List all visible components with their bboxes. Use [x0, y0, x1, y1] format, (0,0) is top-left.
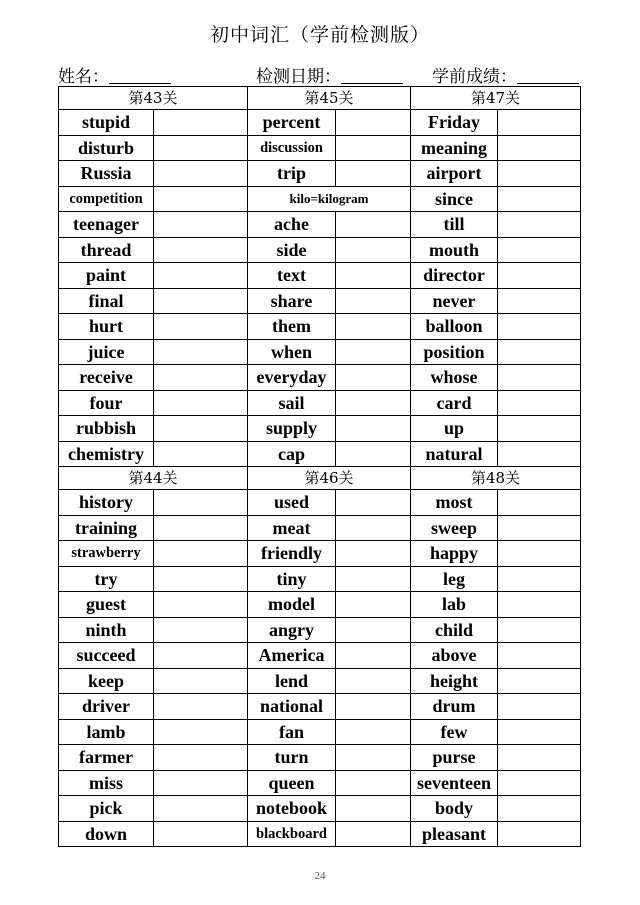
level-header-row [59, 467, 581, 490]
table-row [59, 796, 581, 822]
answer-blank[interactable] [498, 592, 581, 618]
vocab-word: director [411, 263, 498, 289]
answer-blank[interactable] [498, 110, 581, 136]
table-row [59, 821, 581, 847]
table-row [59, 416, 581, 442]
answer-blank[interactable] [498, 643, 581, 669]
answer-blank[interactable] [336, 161, 411, 187]
vocab-word: happy [411, 541, 498, 567]
level-header: 第47关 [411, 87, 581, 110]
vocab-word: card [411, 390, 498, 416]
vocab-word: sweep [411, 515, 498, 541]
vocab-word: everyday [248, 365, 336, 391]
answer-blank[interactable] [154, 643, 248, 669]
table-row [59, 668, 581, 694]
answer-blank[interactable] [498, 135, 581, 161]
table-row [59, 237, 581, 263]
table-row [59, 314, 581, 340]
level-header: 第44关 [59, 467, 248, 490]
vocab-word: text [248, 263, 336, 289]
answer-blank[interactable] [336, 339, 411, 365]
answer-blank[interactable] [498, 212, 581, 238]
answer-blank[interactable] [498, 541, 581, 567]
answer-blank[interactable] [498, 515, 581, 541]
name-label: 姓名： [58, 67, 109, 87]
vocab-word: lend [248, 668, 336, 694]
answer-blank[interactable] [336, 592, 411, 618]
test-date-field[interactable] [256, 62, 403, 87]
vocab-word: strawberry [59, 541, 154, 567]
vocab-word: disturb [59, 135, 154, 161]
answer-blank[interactable] [336, 643, 411, 669]
answer-blank[interactable] [336, 745, 411, 771]
vocab-word: friendly [248, 541, 336, 567]
vocab-word: trip [248, 161, 336, 187]
answer-blank[interactable] [154, 365, 248, 391]
name-blank-line[interactable] [109, 68, 171, 84]
answer-blank[interactable] [154, 339, 248, 365]
answer-blank[interactable] [154, 263, 248, 289]
vocab-word: four [59, 390, 154, 416]
vocab-word: competition [59, 186, 154, 212]
vocab-word: position [411, 339, 498, 365]
table-row [59, 617, 581, 643]
answer-blank[interactable] [336, 668, 411, 694]
page-number: 24 [314, 870, 326, 882]
answer-blank[interactable] [336, 365, 411, 391]
table-row [59, 390, 581, 416]
vocabulary-table [58, 86, 581, 847]
answer-blank[interactable] [336, 719, 411, 745]
answer-blank[interactable] [498, 668, 581, 694]
vocab-word: hurt [59, 314, 154, 340]
vocab-word: leg [411, 566, 498, 592]
answer-blank[interactable] [154, 135, 248, 161]
answer-blank[interactable] [154, 161, 248, 187]
answer-blank[interactable] [498, 416, 581, 442]
vocab-word: mouth [411, 237, 498, 263]
answer-blank[interactable] [498, 390, 581, 416]
vocab-word: national [248, 694, 336, 720]
table-row [59, 592, 581, 618]
vocab-word: since [411, 186, 498, 212]
vocab-word: angry [248, 617, 336, 643]
answer-blank[interactable] [154, 821, 248, 847]
answer-blank[interactable] [336, 796, 411, 822]
vocab-word: ache [248, 212, 336, 238]
answer-blank[interactable] [336, 237, 411, 263]
vocab-word: turn [248, 745, 336, 771]
vocab-word: balloon [411, 314, 498, 340]
answer-blank[interactable] [498, 237, 581, 263]
answer-blank[interactable] [336, 770, 411, 796]
answer-blank[interactable] [498, 441, 581, 467]
score-label: 学前成绩： [432, 67, 517, 87]
table-row [59, 186, 581, 212]
answer-blank[interactable] [336, 416, 411, 442]
table-row [59, 566, 581, 592]
vocab-word: sail [248, 390, 336, 416]
answer-blank[interactable] [154, 541, 248, 567]
vocab-word: supply [248, 416, 336, 442]
answer-blank[interactable] [336, 314, 411, 340]
answer-blank[interactable] [498, 566, 581, 592]
table-row [59, 490, 581, 516]
answer-blank[interactable] [336, 490, 411, 516]
vocab-word: queen [248, 770, 336, 796]
table-row [59, 515, 581, 541]
vocab-word: America [248, 643, 336, 669]
answer-blank[interactable] [498, 339, 581, 365]
answer-blank[interactable] [498, 745, 581, 771]
vocab-word: above [411, 643, 498, 669]
answer-blank[interactable] [154, 390, 248, 416]
answer-blank[interactable] [154, 719, 248, 745]
answer-blank[interactable] [336, 821, 411, 847]
level-header: 第46关 [248, 467, 411, 490]
vocab-word: up [411, 416, 498, 442]
answer-blank[interactable] [154, 237, 248, 263]
vocab-word: stupid [59, 110, 154, 136]
vocab-word: paint [59, 263, 154, 289]
answer-blank[interactable] [498, 796, 581, 822]
vocab-word: seventeen [411, 770, 498, 796]
vocab-word: final [59, 288, 154, 314]
vocab-word: most [411, 490, 498, 516]
answer-blank[interactable] [336, 441, 411, 467]
vocab-word: kilo=kilogram [248, 186, 411, 212]
answer-blank[interactable] [498, 719, 581, 745]
vocab-word: lab [411, 592, 498, 618]
answer-blank[interactable] [336, 694, 411, 720]
answer-blank[interactable] [154, 441, 248, 467]
vocab-word: meat [248, 515, 336, 541]
vocab-word: miss [59, 770, 154, 796]
table-row [59, 745, 581, 771]
vocab-word: tiny [248, 566, 336, 592]
vocab-word: percent [248, 110, 336, 136]
vocab-word: Friday [411, 110, 498, 136]
vocab-word: fan [248, 719, 336, 745]
vocab-word: airport [411, 161, 498, 187]
vocab-word: receive [59, 365, 154, 391]
vocab-word: notebook [248, 796, 336, 822]
answer-blank[interactable] [154, 288, 248, 314]
answer-blank[interactable] [154, 416, 248, 442]
vocab-word: till [411, 212, 498, 238]
answer-blank[interactable] [498, 694, 581, 720]
vocab-word: pick [59, 796, 154, 822]
vocab-word: them [248, 314, 336, 340]
vocab-word: farmer [59, 745, 154, 771]
table-row [59, 263, 581, 289]
vocab-word: meaning [411, 135, 498, 161]
answer-blank[interactable] [498, 161, 581, 187]
vocab-word: lamb [59, 719, 154, 745]
vocab-word: try [59, 566, 154, 592]
vocab-word: history [59, 490, 154, 516]
answer-blank[interactable] [154, 694, 248, 720]
table-row [59, 110, 581, 136]
date-blank-line[interactable] [341, 68, 403, 84]
vocab-word: purse [411, 745, 498, 771]
vocab-word: child [411, 617, 498, 643]
table-row [59, 365, 581, 391]
answer-blank[interactable] [336, 617, 411, 643]
vocab-word: whose [411, 365, 498, 391]
table-row [59, 719, 581, 745]
vocab-word: succeed [59, 643, 154, 669]
table-row [59, 339, 581, 365]
pretest-score-field[interactable] [432, 62, 579, 87]
answer-blank[interactable] [154, 186, 248, 212]
vocab-word: pleasant [411, 821, 498, 847]
vocab-word: chemistry [59, 441, 154, 467]
answer-blank[interactable] [154, 212, 248, 238]
level-header: 第45关 [248, 87, 411, 110]
table-row [59, 541, 581, 567]
answer-blank[interactable] [498, 617, 581, 643]
vocab-word: juice [59, 339, 154, 365]
vocab-word: teenager [59, 212, 154, 238]
vocab-word: ninth [59, 617, 154, 643]
answer-blank[interactable] [336, 110, 411, 136]
answer-blank[interactable] [154, 617, 248, 643]
answer-blank[interactable] [154, 668, 248, 694]
vocab-word: blackboard [248, 821, 336, 847]
vocab-word: keep [59, 668, 154, 694]
vocab-word: side [248, 237, 336, 263]
vocab-word: used [248, 490, 336, 516]
vocab-word: height [411, 668, 498, 694]
vocab-word: down [59, 821, 154, 847]
vocab-word: drum [411, 694, 498, 720]
answer-blank[interactable] [336, 515, 411, 541]
vocab-word: Russia [59, 161, 154, 187]
student-name-field[interactable] [58, 62, 171, 87]
answer-blank[interactable] [336, 135, 411, 161]
answer-blank[interactable] [498, 365, 581, 391]
answer-blank[interactable] [498, 490, 581, 516]
score-blank-line[interactable] [517, 68, 579, 84]
vocab-word: body [411, 796, 498, 822]
level-header: 第43关 [59, 87, 248, 110]
answer-blank[interactable] [154, 770, 248, 796]
answer-blank[interactable] [154, 745, 248, 771]
table-row [59, 288, 581, 314]
vocab-word: model [248, 592, 336, 618]
answer-blank[interactable] [336, 288, 411, 314]
answer-blank[interactable] [498, 288, 581, 314]
answer-blank[interactable] [498, 186, 581, 212]
table-row [59, 212, 581, 238]
level-header-row [59, 87, 581, 110]
answer-blank[interactable] [154, 566, 248, 592]
level-header: 第48关 [411, 467, 581, 490]
vocab-word: driver [59, 694, 154, 720]
vocab-word: discussion [248, 135, 336, 161]
date-label: 检测日期： [256, 67, 341, 87]
answer-blank[interactable] [498, 263, 581, 289]
vocab-word: guest [59, 592, 154, 618]
answer-blank[interactable] [498, 821, 581, 847]
table-row [59, 643, 581, 669]
answer-blank[interactable] [336, 566, 411, 592]
answer-blank[interactable] [154, 314, 248, 340]
answer-blank[interactable] [336, 212, 411, 238]
vocab-word: thread [59, 237, 154, 263]
answer-blank[interactable] [336, 390, 411, 416]
table-row [59, 161, 581, 187]
vocab-word: few [411, 719, 498, 745]
vocab-word: cap [248, 441, 336, 467]
answer-blank[interactable] [498, 314, 581, 340]
answer-blank[interactable] [154, 515, 248, 541]
table-row [59, 441, 581, 467]
answer-blank[interactable] [498, 770, 581, 796]
vocab-word: training [59, 515, 154, 541]
vocab-word: rubbish [59, 416, 154, 442]
vocab-word: never [411, 288, 498, 314]
answer-blank[interactable] [336, 541, 411, 567]
answer-blank[interactable] [154, 796, 248, 822]
answer-blank[interactable] [154, 110, 248, 136]
vocab-word: when [248, 339, 336, 365]
worksheet-title: 初中词汇（学前检测版） [209, 24, 430, 46]
answer-blank[interactable] [336, 263, 411, 289]
answer-blank[interactable] [154, 592, 248, 618]
table-row [59, 135, 581, 161]
vocab-word: natural [411, 441, 498, 467]
answer-blank[interactable] [154, 490, 248, 516]
table-row [59, 770, 581, 796]
vocab-word: share [248, 288, 336, 314]
table-row [59, 694, 581, 720]
